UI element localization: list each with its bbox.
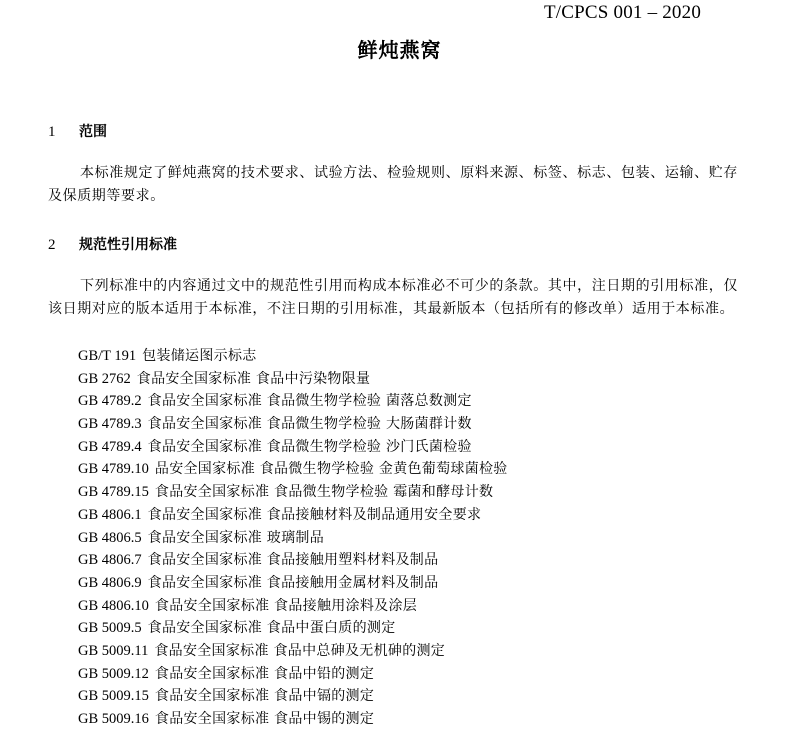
reference-code: GB 5009.15: [78, 688, 149, 705]
reference-code: GB 4789.10: [78, 461, 149, 478]
reference-code: GB/T 191: [78, 348, 137, 364]
reference-code: GB 5009.11: [78, 642, 149, 659]
reference-title: 食品安全国家标准 食品微生物学检验 霉菌和酵母计数: [154, 484, 494, 501]
reference-title: 食品安全国家标准 食品接触用涂料及涂层: [154, 597, 418, 614]
reference-item: [78, 640, 508, 663]
reference-title: 食品安全国家标准 食品接触用塑料材料及制品: [147, 552, 439, 569]
reference-code: GB 4806.7: [78, 552, 142, 569]
reference-item: [78, 572, 508, 595]
reference-item: [78, 504, 508, 527]
reference-item: [78, 549, 508, 572]
reference-item: [78, 617, 508, 640]
reference-code: GB 4789.15: [78, 484, 149, 501]
reference-title: 食品安全国家标准 食品中污染物限量: [136, 370, 371, 387]
reference-item: [78, 368, 508, 391]
section-title: 范围: [79, 124, 107, 140]
reference-code: GB 4789.2: [78, 393, 142, 410]
reference-title: 食品安全国家标准 食品中铅的测定: [154, 665, 375, 682]
reference-title: 食品安全国家标准 食品接触材料及制品通用安全要求: [147, 506, 482, 523]
reference-item: [78, 390, 508, 413]
reference-code: GB 5009.16: [78, 711, 149, 727]
references-intro-paragraph: 下列标准中的内容通过文中的规范性引用而构成本标准必不可少的条款。其中，注日期的引用标准，仅该日期对应的版本适用于本标准，不注日期的引用标准，其最新版本（包括所有的修改单）适用于本标准。: [48, 278, 738, 317]
reference-title: 食品安全国家标准 食品微生物学检验 沙门氏菌检验: [147, 438, 472, 455]
section-number: 1: [48, 124, 56, 140]
reference-title: 食品安全国家标准 玻璃制品: [147, 529, 325, 546]
reference-item: [78, 595, 508, 618]
standard-code: T/CPCS 001 – 2020: [544, 2, 702, 23]
reference-title: 食品安全国家标准 食品微生物学检验 菌落总数测定: [147, 393, 472, 410]
scope-paragraph: 本标准规定了鲜炖燕窝的技术要求、试验方法、检验规则、原料来源、标签、标志、包装、运输、贮存及保质期等要求。: [48, 165, 738, 204]
reference-title: 包装储运图示标志: [142, 348, 257, 364]
reference-code: GB 5009.5: [78, 620, 142, 637]
reference-item: [78, 663, 508, 686]
section-heading-normative-references: [48, 234, 177, 254]
reference-item: [78, 345, 508, 368]
document-title: 鲜炖燕窝: [357, 38, 442, 62]
reference-item: [78, 708, 508, 731]
reference-code: GB 4806.10: [78, 597, 149, 614]
reference-code: GB 4806.1: [78, 506, 142, 523]
reference-title: 食品安全国家标准 食品微生物学检验 大肠菌群计数: [147, 416, 472, 433]
reference-list: [78, 345, 508, 731]
reference-title: 食品安全国家标准 食品中锡的测定: [154, 711, 375, 727]
reference-item: [78, 458, 508, 481]
reference-code: GB 4789.4: [78, 438, 142, 455]
section-heading-scope: [48, 121, 107, 141]
section-number: 2: [48, 237, 56, 253]
reference-title: 品安全国家标准 食品微生物学检验 金黄色葡萄球菌检验: [154, 461, 508, 478]
reference-item: [78, 436, 508, 459]
reference-code: GB 4806.9: [78, 574, 142, 591]
reference-code: GB 4789.3: [78, 416, 142, 433]
reference-item: [78, 413, 508, 436]
reference-code: GB 5009.12: [78, 665, 149, 682]
reference-title: 食品安全国家标准 食品中蛋白质的测定: [147, 620, 396, 637]
reference-code: GB 2762: [78, 370, 131, 387]
reference-title: 食品安全国家标准 食品中镉的测定: [154, 688, 375, 705]
reference-item: [78, 481, 508, 504]
reference-item: [78, 527, 508, 550]
reference-title: 食品安全国家标准 食品接触用金属材料及制品: [147, 574, 439, 591]
reference-title: 食品安全国家标准 食品中总砷及无机砷的测定: [154, 642, 446, 659]
section-title: 规范性引用标准: [79, 237, 177, 253]
reference-item: [78, 685, 508, 708]
reference-code: GB 4806.5: [78, 529, 142, 546]
